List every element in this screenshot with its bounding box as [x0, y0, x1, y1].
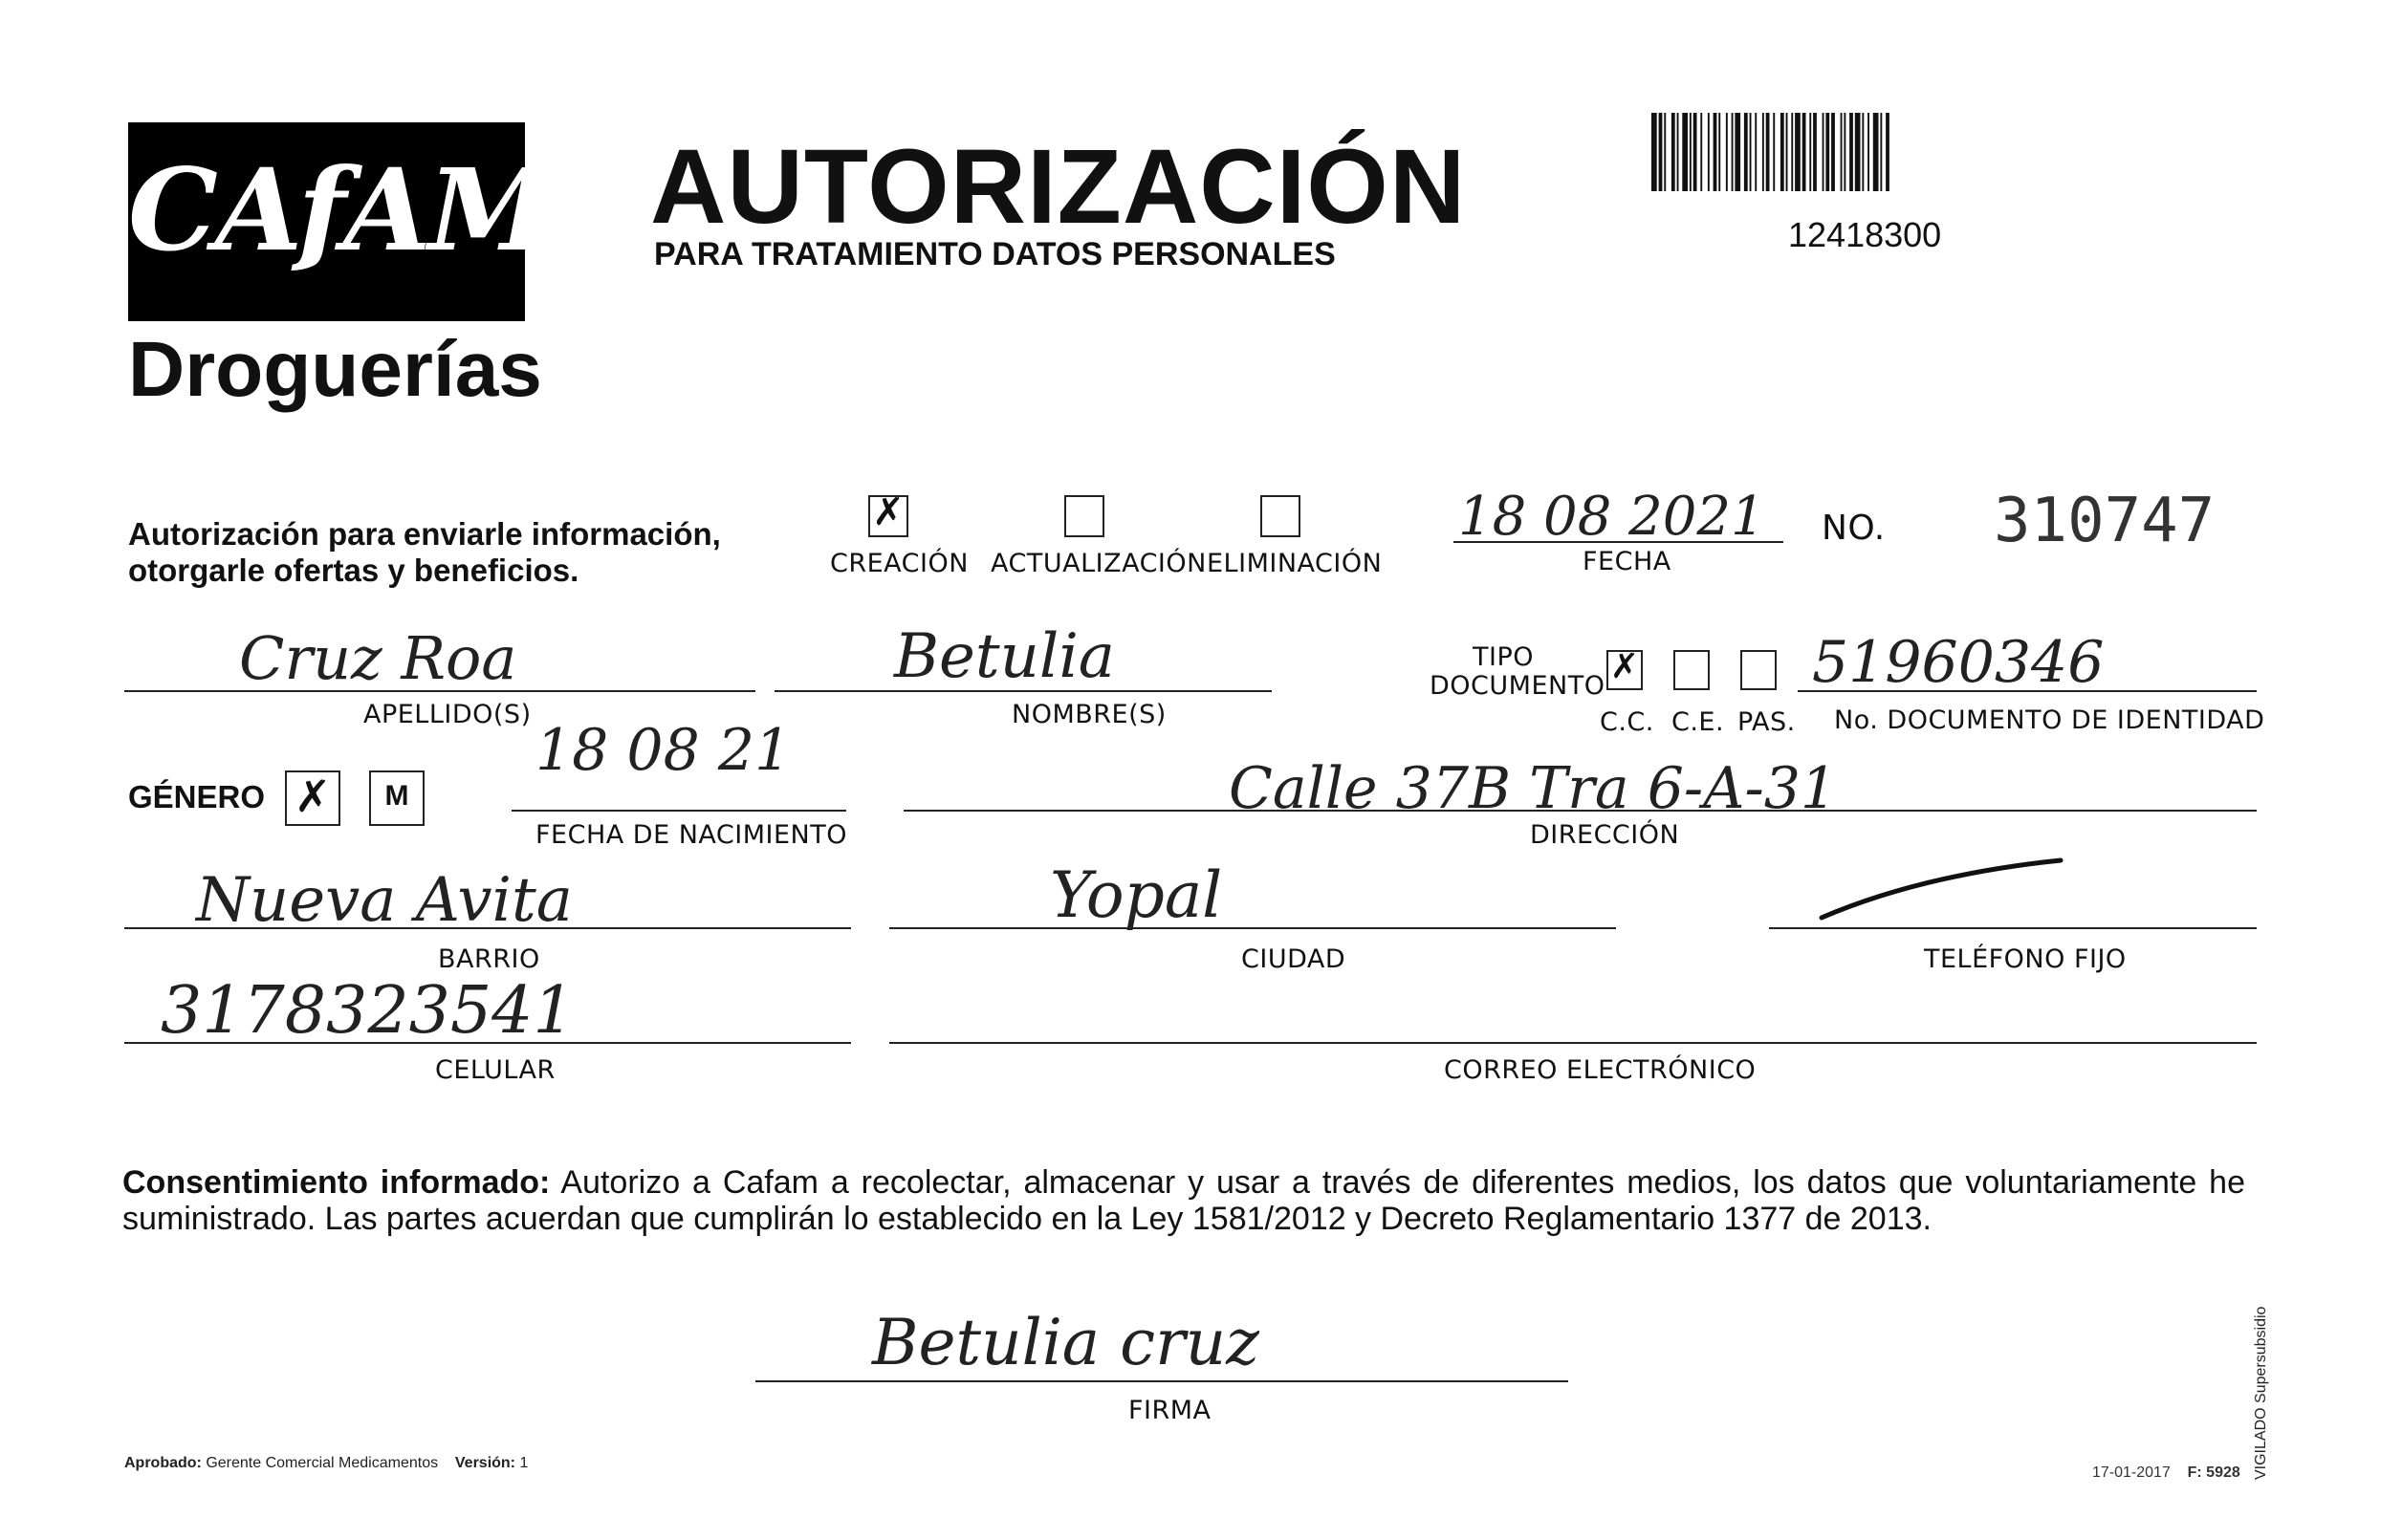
barcode-bar: [1786, 113, 1788, 191]
barcode-number: 12418300: [1788, 215, 1942, 254]
approved-label: Aprobado:: [124, 1455, 202, 1471]
correo-line[interactable]: [889, 1042, 2257, 1044]
signature-label: FIRMA: [1128, 1396, 1212, 1425]
pas-checkbox[interactable]: [1740, 650, 1777, 690]
barcode-bar: [1671, 113, 1675, 191]
form-number: 310747: [1994, 486, 2216, 556]
barcode-bar: [1844, 113, 1845, 191]
ciudad-label: CIUDAD: [1241, 944, 1346, 974]
direccion-label: DIRECCIÓN: [1530, 820, 1680, 850]
barrio-line[interactable]: [124, 927, 851, 929]
barcode-bar: [1677, 113, 1679, 191]
eliminacion-label: ELIMINACIÓN: [1207, 549, 1383, 578]
nombres-label: NOMBRE(S): [1012, 700, 1167, 729]
barcode-bar: [1690, 113, 1692, 191]
barcode-bar: [1841, 113, 1843, 191]
barcode-bar: [1750, 113, 1752, 191]
authorization-intro-line2: otorgarle ofertas y beneficios.: [128, 553, 579, 588]
tipo-documento-label-line2: DOCUMENTO: [1430, 671, 1605, 701]
nombres-line[interactable]: [775, 690, 1272, 692]
ce-checkbox[interactable]: [1673, 650, 1710, 690]
genero-f-check-mark: ✗: [294, 770, 332, 822]
genero-m-label: M: [384, 780, 409, 812]
barcode-bar: [1880, 113, 1882, 191]
telefono-label: TELÉFONO FIJO: [1924, 944, 2127, 974]
ciudad-value: Yopal: [1050, 858, 1223, 932]
version-label: Versión:: [454, 1455, 516, 1471]
barcode-bar: [1813, 113, 1817, 191]
form-code: F: 5928: [2187, 1464, 2240, 1481]
barcode-bar: [1831, 113, 1835, 191]
nombres-value: Betulia: [894, 621, 1115, 692]
fecha-nacimiento-line[interactable]: [512, 810, 846, 812]
barcode-bar: [1802, 113, 1806, 191]
documento-line[interactable]: [1798, 690, 2257, 692]
direccion-line[interactable]: [904, 810, 2257, 812]
barcode-bar: [1651, 113, 1657, 191]
barcode-bar: [1855, 113, 1861, 191]
ciudad-line[interactable]: [889, 927, 1616, 929]
documento-label: No. DOCUMENTO DE IDENTIDAD: [1834, 705, 2265, 735]
barcode-bar: [1732, 113, 1734, 191]
barcode-bar: [1867, 113, 1869, 191]
barcode-bar: [1735, 113, 1740, 191]
barcode-bar: [1708, 113, 1710, 191]
eliminacion-checkbox[interactable]: [1260, 495, 1300, 537]
fecha-nacimiento-label: FECHA DE NACIMIENTO: [535, 820, 847, 850]
barcode-bar: [1773, 113, 1775, 191]
telefono-dash-stroke: [1817, 851, 2085, 927]
direccion-value: Calle 37B Tra 6-A-31: [1229, 755, 1838, 822]
barcode-bar: [1762, 113, 1764, 191]
form-title: AUTORIZACIÓN: [650, 128, 1467, 246]
pas-label: PAS.: [1737, 707, 1796, 737]
cc-check-mark: ✗: [1609, 647, 1640, 686]
consent-heading: Consentimiento informado:: [122, 1164, 551, 1201]
barcode-bar: [1809, 113, 1811, 191]
actualizacion-checkbox[interactable]: [1064, 495, 1104, 537]
genero-label: GÉNERO: [128, 779, 266, 814]
barcode-bar: [1714, 113, 1717, 191]
barcode-bar: [1780, 113, 1784, 191]
logo-subtitle: Droguerías: [128, 326, 542, 413]
date-label: FECHA: [1583, 547, 1671, 576]
celular-label: CELULAR: [435, 1055, 556, 1085]
approved-by: Gerente Comercial Medicamentos: [206, 1455, 439, 1471]
apellidos-value: Cruz Roa: [239, 623, 517, 693]
barcode-bar: [1795, 113, 1801, 191]
tipo-documento-label-line1: TIPO: [1473, 642, 1534, 672]
barcode-bar: [1718, 113, 1720, 191]
actualizacion-label: ACTUALIZACIÓN: [991, 549, 1207, 578]
apellidos-label: APELLIDO(S): [363, 700, 532, 729]
barcode-bar: [1766, 113, 1770, 191]
number-label: NO.: [1822, 509, 1886, 548]
footer-codes: [2092, 1464, 2240, 1482]
apellidos-line[interactable]: [124, 690, 755, 692]
barcode-bar: [1886, 113, 1889, 191]
barcode-bar: [1659, 113, 1663, 191]
authorization-intro-line1: Autorización para enviarle información,: [128, 516, 721, 552]
ce-label: C.E.: [1671, 707, 1725, 737]
creacion-check-mark: ✗: [872, 490, 905, 534]
barcode-bar: [1664, 113, 1666, 191]
celular-line[interactable]: [124, 1042, 851, 1044]
consent-text: Autorizo a Cafam a recolectar, almacenar y usar a través de diferentes medios, los datos que voluntariamente he suministrado. Las partes acuerdan que cumplirán lo establecido en la Ley 1581/2012 y Decreto Reglamentario 1377 de 2013.: [122, 1164, 2245, 1238]
barcode-bar: [1755, 113, 1757, 191]
barcode-bar: [1849, 113, 1853, 191]
form-subtitle: PARA TRATAMIENTO DATOS PERSONALES: [654, 236, 1336, 272]
date-code: 17-01-2017: [2092, 1464, 2171, 1481]
date-line: [1453, 541, 1783, 543]
date-value: 18 08 2021: [1458, 486, 1765, 548]
barcode-bar: [1873, 113, 1879, 191]
barrio-label: BARRIO: [438, 944, 540, 974]
barcode-bar: [1744, 113, 1748, 191]
cc-label: C.C.: [1600, 707, 1654, 737]
barcode-bar: [1682, 113, 1688, 191]
barcode-icon: [1649, 113, 2032, 191]
fecha-nacimiento-value: 18 08 21: [535, 717, 792, 784]
supervision-side-text: VIGILADO Supersubsidio: [2253, 1306, 2269, 1480]
version-value: 1: [519, 1455, 529, 1471]
logo-text: CAfAM: [128, 143, 551, 276]
correo-label: CORREO ELECTRÓNICO: [1444, 1055, 1757, 1085]
barcode-bar: [1693, 113, 1697, 191]
barcode-bar: [1726, 113, 1728, 191]
barcode-bar: [1862, 113, 1864, 191]
barcode-bar: [1700, 113, 1702, 191]
signature-value: Betulia cruz: [872, 1306, 1259, 1379]
creacion-label: CREACIÓN: [830, 549, 969, 578]
barrio-value: Nueva Avita: [196, 865, 573, 936]
barcode-bar: [1823, 113, 1824, 191]
barcode-bar: [1825, 113, 1829, 191]
telefono-line[interactable]: [1769, 927, 2257, 929]
signature-line[interactable]: [755, 1380, 1568, 1382]
celular-value: 3178323541: [161, 973, 575, 1049]
barcode-bar: [1791, 113, 1793, 191]
consent-paragraph: [122, 1164, 2245, 1237]
documento-value: 51960346: [1812, 629, 2105, 696]
footer-approval: [124, 1455, 528, 1472]
